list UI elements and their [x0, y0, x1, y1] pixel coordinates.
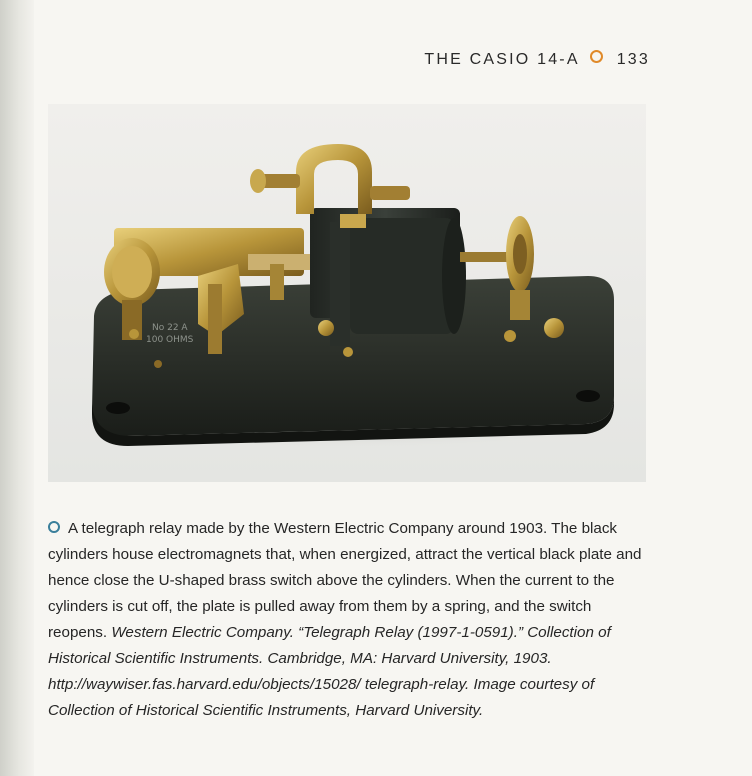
caption-circle-icon [48, 521, 60, 533]
circle-bullet-icon [590, 50, 603, 63]
chapter-title: THE CASIO 14-A [424, 51, 580, 68]
telegraph-relay-photo [48, 104, 646, 482]
figure-caption [48, 516, 648, 724]
caption-credit: Western Electric Company. “Telegraph Relay (1997-1-0591).” Collection of Historical Scientific Instruments. Cambridge, MA: Harvard University, 1903. http://waywiser.fas.harvard.edu/objects/15028/ telegraph-relay. Image courtesy of Collection of Historical Scientific Instruments, Harvard University. [48, 624, 611, 719]
page-gutter-shadow [0, 0, 34, 776]
running-header [330, 50, 650, 69]
base-stamp-line2: 100 OHMS [146, 335, 194, 345]
caption-text: A telegraph relay made by the Western Electric Company around 1903. The black cylinders house electromagnets that, when energized, attract the vertical black plate and hence close the U-shaped brass switch above the cylinders. When the current to the cylinders is cut off, the plate is pulled away from them by a spring, and the switch reopens. [48, 520, 642, 641]
base-stamp-line1: No 22 A [152, 323, 188, 333]
page-number: 133 [616, 51, 650, 68]
telegraph-relay-illustration [48, 104, 646, 482]
